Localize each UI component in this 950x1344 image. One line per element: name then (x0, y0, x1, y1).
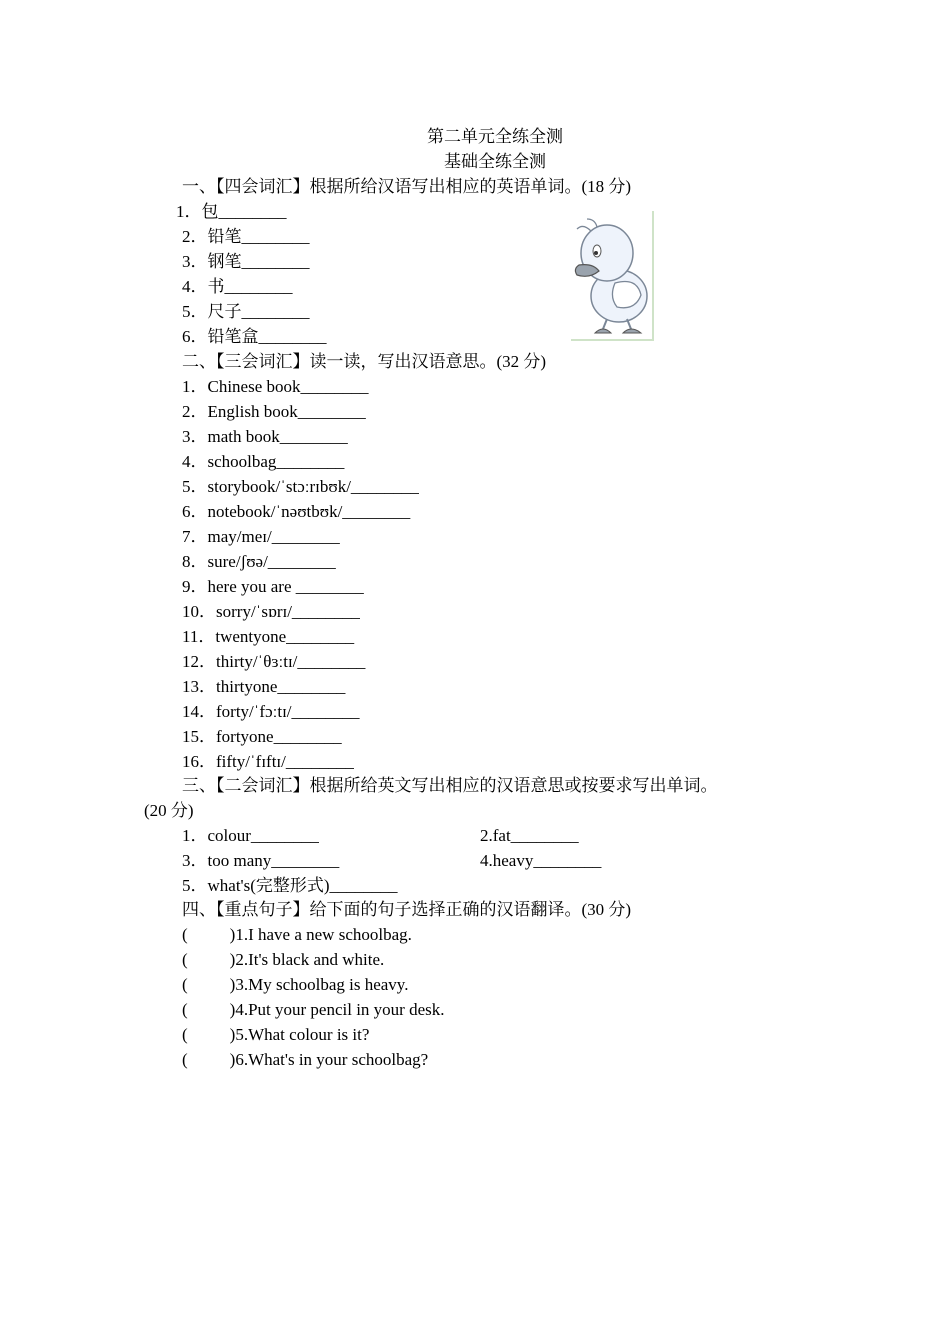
section2-item-13: 13．thirtyone________ (182, 677, 346, 696)
section3-item-3: 3．too many________ (182, 851, 340, 870)
section2-item-16: 16．fifty/ˈfɪftɪ/________ (182, 752, 354, 771)
section4-item-text: )6.What's in your schoolbag? (229, 1050, 429, 1069)
section4-item (182, 1025, 369, 1045)
section2-heading: 二、【三会词汇】读一读，写出汉语意思。(32 分) (182, 352, 547, 371)
section1-item-2: 2．铅笔________ (182, 227, 310, 246)
section4-item-text: )1.I have a new schoolbag. (229, 925, 412, 944)
section2-item-6: 6．notebook/ˈnəʊtbʊk/________ (182, 502, 411, 521)
section2-item-9: 9．here you are ________ (182, 577, 364, 596)
section2-item-10: 10．sorry/ˈsɒrɪ/________ (182, 602, 360, 621)
section4-item (182, 925, 412, 945)
section2-item-2: 2．English book________ (182, 402, 366, 421)
section2-item-7: 7．may/meɪ/________ (182, 527, 340, 546)
section3-heading: 三、【二会词汇】根据所给英文写出相应的汉语意思或按要求写出单词。 (182, 776, 718, 795)
section4-item (182, 1000, 445, 1020)
section2-item-3: 3．math book________ (182, 427, 348, 446)
section4-item-text: )5.What colour is it? (229, 1025, 370, 1044)
section2-item-14: 14．forty/ˈfɔːtɪ/________ (182, 702, 360, 721)
section2-item-11: 11．twentyone________ (182, 627, 355, 646)
section2-item-15: 15．fortyone________ (182, 727, 342, 746)
section1-item-3: 3．钢笔________ (182, 252, 310, 271)
answer-paren-open: ( (182, 1000, 188, 1019)
section4-item-text: )3.My schoolbag is heavy. (229, 975, 409, 994)
section1-item-4: 4．书________ (182, 277, 293, 296)
answer-paren-open: ( (182, 975, 188, 994)
section3-heading-cont: (20 分) (144, 801, 194, 820)
answer-paren-open: ( (182, 1025, 188, 1044)
section2-item-8: 8．sure/ʃʊə/________ (182, 552, 336, 571)
section3-item-1: 1．colour________ (182, 826, 319, 845)
answer-paren-open: ( (182, 1050, 188, 1069)
section2-item-12: 12．thirty/ˈθɜːtɪ/________ (182, 652, 366, 671)
section2-item-1: 1．Chinese book________ (182, 377, 369, 396)
answer-paren-open: ( (182, 925, 188, 944)
duck-illustration (571, 211, 655, 341)
section2-item-5: 5．storybook/ˈstɔːrɪbʊk/________ (182, 477, 419, 496)
section4-item (182, 975, 408, 995)
section1-item-5: 5．尺子________ (182, 302, 310, 321)
section4-item (182, 950, 384, 970)
section1-item-1: 1．包________ (176, 202, 287, 221)
section3-item-4: 4.heavy________ (480, 851, 602, 870)
section4-item (182, 1050, 428, 1070)
section4-item-text: )2.It's black and white. (229, 950, 385, 969)
section4-item-text: )4.Put your pencil in your desk. (229, 1000, 445, 1019)
page-title: 第二单元全练全测 (427, 127, 563, 146)
page-subtitle: 基础全练全测 (444, 152, 546, 171)
section4-heading: 四、【重点句子】给下面的句子选择正确的汉语翻译。(30 分) (182, 900, 632, 919)
answer-paren-open: ( (182, 950, 188, 969)
section3-item-5: 5．what's(完整形式)________ (182, 876, 398, 895)
section3-item-2: 2.fat________ (480, 826, 579, 845)
section2-item-4: 4．schoolbag________ (182, 452, 345, 471)
section1-item-6: 6．铅笔盒________ (182, 327, 327, 346)
section1-heading: 一、【四会词汇】根据所给汉语写出相应的英语单词。(18 分) (182, 177, 632, 196)
